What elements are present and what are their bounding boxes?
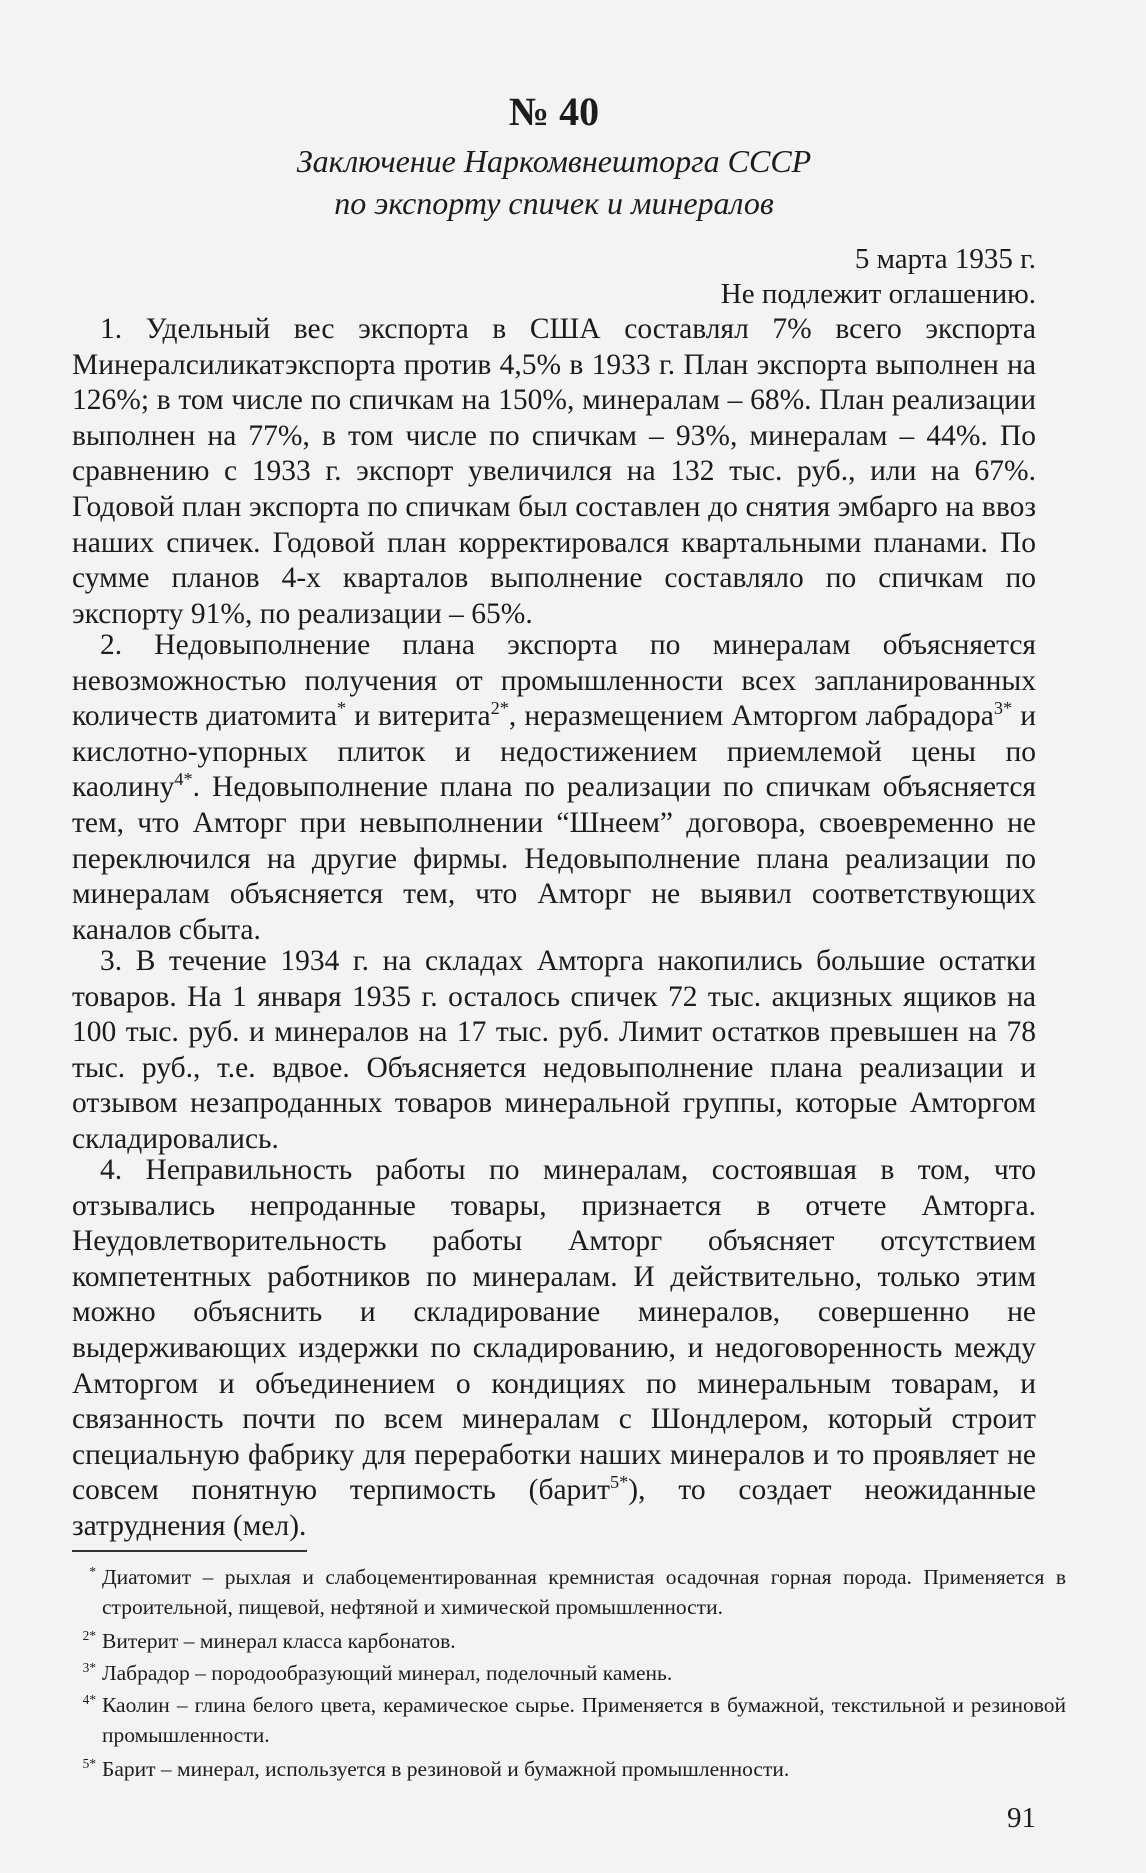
footnote-ref-3: 3*: [993, 698, 1013, 719]
footnote-ref-2: 2*: [490, 698, 509, 719]
classification-note: Не подлежит оглашению.: [720, 278, 1036, 310]
paragraph-4-part-a: 4. Неправильность работы по минералам, состоявшая в том, что отзывались непроданные товары, признается в отчете Амторга. Неудовлетворительность работы Амторг объясняет отсутствием компетентных работников по минералам. И действительно, только этим можно объяснить и складирование минералов, совершенно не выдерживающих издержки по складированию, и недоговоренность между Амторгом и объединением о кондициях по минеральным товарам, и связанность почти по всем минералам с Шондлером, который строит специальную фабрику для переработки наших минералов и то проявляет не совсем понятную терпимость (барит: [72, 1154, 1036, 1507]
footnote-4-text: Каолин – глина белого цвета, керамическое сырье. Применяется в бумажной, текстильной и резиновой промышленности.: [102, 1693, 1066, 1747]
paragraph-2: [72, 628, 1036, 948]
footnote-5: $^{5*}$ Барит – минерал, используется в резиновой и бумажной промышленности.: [82, 1755, 790, 1781]
paragraph-2-part-e: . Недовыполнение плана по реализации по спичкам объясняется тем, что Амторг при невыполнении “Шнеем” договора, своевременно не переключился на другие фирмы. Недовыполнение плана реализации по минералам объясняется тем, что Амторг не выявил соответствующих каналов сбыта.: [72, 771, 1036, 946]
document-title: [72, 140, 1036, 224]
paragraph-3: 3. В течение 1934 г. на складах Амторга накопились большие остатки товаров. На 1 января 1935 г. осталось спичек 72 тыс. акцизных ящиков на 100 тыс. руб. и минералов на 17 тыс. руб. Лимит остатков превышен на 78 тыс. руб., т.е. вдвое. Объясняется недовыполнение плана реализации и отзывом незапроданных товаров минеральной группы, которые Амторгом складировались.: [72, 945, 1036, 1155]
paragraph-4: [72, 1153, 1036, 1545]
document-date: 5 марта 1935 г.: [854, 243, 1036, 275]
paragraph-2-part-b: и витерита: [346, 700, 491, 733]
footnote-1: * Диатомит – рыхлая и слабоцементированная кремнистая осадочная горная порода. Применяется в строительной, пищевой, нефтяной и химической промышленности.: [89, 1563, 1066, 1619]
paragraph-2-part-d: и кислотно-упорных плиток и недостижением приемлемой цены по каолину: [72, 700, 1036, 804]
paragraph-2-part-a: 2. Недовыполнение плана экспорта по минералам объясняется невозможностью получения от промышленности всех запланированных количеств диатомита: [72, 629, 1036, 733]
footnote-3: $^{3*}$ Лабрадор – породообразующий минерал, поделочный камень.: [82, 1659, 673, 1685]
footnote-ref-4: 4*: [174, 769, 193, 790]
footnote-4: $^{4*}$ Каолин – глина белого цвета, керамическое сырье. Применяется в бумажной, текстильной и резиновой промышленности.: [82, 1691, 1066, 1747]
footnote-divider: [72, 1550, 307, 1552]
footnote-ref-1: *: [336, 698, 347, 719]
footnote-ref-5: 5*: [610, 1472, 629, 1493]
title-line-1: Заключение Наркомвнешторга СССР: [296, 143, 812, 179]
footnote-5-text: Барит – минерал, используется в резиновой и бумажной промышленности.: [102, 1757, 790, 1781]
paragraph-1: 1. Удельный вес экспорта в США составлял 7% всего экспорта Минералсиликатэкспорта против 4,5% в 1933 г. План экспорта выполнен на 126%; в том числе по спичкам на 150%, минералам – 68%. План реализации выполнен на 77%, в том числе по спичкам – 93%, минералам – 44%. По сравнению с 1933 г. экспорт увеличился на 132 тыс. руб., или на 67%. Годовой план экспорта по спичкам был составлен до снятия эмбарго на ввоз наших спичек. Годовой план корректировался квартальными планами. По сумме планов 4-х кварталов выполнение составляло по спичкам по экспорту 91%, по реализации – 65%.: [72, 313, 1036, 630]
footnote-2-text: Витерит – минерал класса карбонатов.: [102, 1629, 456, 1653]
title-line-2: по экспорту спичек и минералов: [334, 185, 774, 221]
paragraph-2-part-c: , неразмещением Амторгом лабрадора: [508, 700, 994, 733]
footnote-2: $^{2*}$ Витерит – минерал класса карбонатов.: [82, 1627, 456, 1653]
footnote-3-text: Лабрадор – породообразующий минерал, поделочный камень.: [102, 1661, 673, 1685]
paragraph-4-part-b: ), то создает неожиданные затруднения (мел).: [72, 1474, 1036, 1542]
footnote-1-text: Диатомит – рыхлая и слабоцементированная кремнистая осадочная горная порода. Применяется в строительной, пищевой, нефтяной и химической промышленности.: [102, 1565, 1066, 1619]
document-number: № 40: [508, 89, 600, 134]
page-number: 91: [1007, 1802, 1036, 1834]
